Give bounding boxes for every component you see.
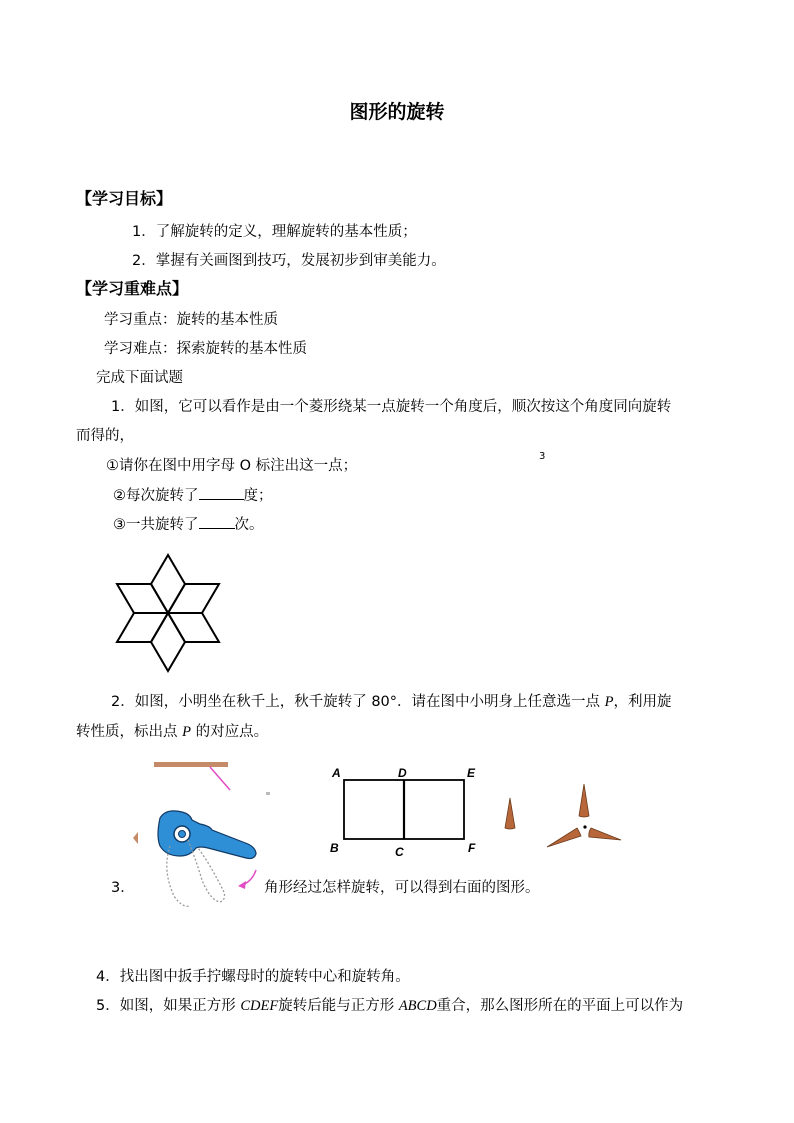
swing-top-icon [150,758,270,798]
cone-icon [498,796,522,832]
label-c: C [395,845,404,859]
goal-item-2: 2．掌握有关画图到技巧，发展初步到审美能力。 [132,253,446,269]
stray-mark: 3 [539,451,546,462]
q5-cdef: CDEF [240,998,279,1014]
q1-angle-blank[interactable] [199,485,244,500]
label-b: B [330,841,339,855]
page-title: 图形的旋转 [349,101,445,123]
q2-line1-b: ，利用旋 [613,694,672,710]
q2-var-p: P [604,694,614,710]
wrench-nut-icon [130,800,265,912]
q2-line2 [76,722,268,742]
rhombus-6 [117,584,168,613]
key-point-difficulty: 学习难点：探索旋转的基本性质 [104,341,307,357]
q2-var-p-2: P [182,724,191,740]
six-rhombus-star-figure [115,554,221,672]
q1-sub2-suffix: 度； [243,488,273,504]
rhombus-2 [168,584,219,613]
rhombus-1 [151,555,185,613]
label-f: F [468,841,476,855]
q5-a: 5．如图，如果正方形 [96,998,241,1014]
intro-text: 完成下面试题 [96,370,183,386]
label-e: E [467,766,476,780]
q2-line2-b: 的对应点。 [190,724,269,740]
label-a: A [332,766,341,780]
label-d: D [398,766,407,780]
key-point-focus: 学习重点：旋转的基本性质 [104,312,278,328]
goal-item-1: 1．了解旋转的定义，理解旋转的基本性质； [132,224,417,240]
q5-text [96,996,683,1016]
q1-sub3-suffix: 次。 [234,517,264,533]
rhombus-4 [151,613,185,671]
q5-c: 重合，那么图形所在的平面上可以作为 [436,998,684,1014]
three-cone-figure-icon [545,782,625,852]
q2-line1-a: 2．如图，小明坐在秋千上，秋千旋转了 80°．请在图中小明身上任意选一点 [111,694,605,710]
rhombus-5 [117,613,168,642]
q1-sub1: ①请你在图中用字母 O 标注出这一点； [106,458,358,474]
q1-sub3-prefix: ③一共旋转了 [113,517,199,533]
key-points-heading: 【学习重难点】 [76,279,189,298]
q1-count-blank[interactable] [199,514,235,529]
q1-sub2 [113,485,273,506]
q1-sub2-prefix: ②每次旋转了 [113,488,199,504]
q2-line2-a: 转性质，标出点 [76,724,183,740]
q5-b: 旋转后能与正方形 [278,998,399,1014]
q4-text: 4．找出图中扳手拧螺母时的旋转中心和旋转角。 [96,969,410,985]
q1-line2: 而得的， [76,428,134,444]
q1-line1: 1．如图，它可以看作是由一个菱形绕某一点旋转一个角度后，顺次按这个角度同向旋转 [111,399,672,415]
q1-sub3 [113,514,264,535]
q5-abcd: ABCD [398,998,437,1014]
q2-line1 [111,692,672,712]
q3-number: 3． [111,880,135,896]
goals-heading: 【学习目标】 [76,189,173,208]
q3-text: 角形经过怎样旋转，可以得到右面的图形。 [264,880,540,896]
